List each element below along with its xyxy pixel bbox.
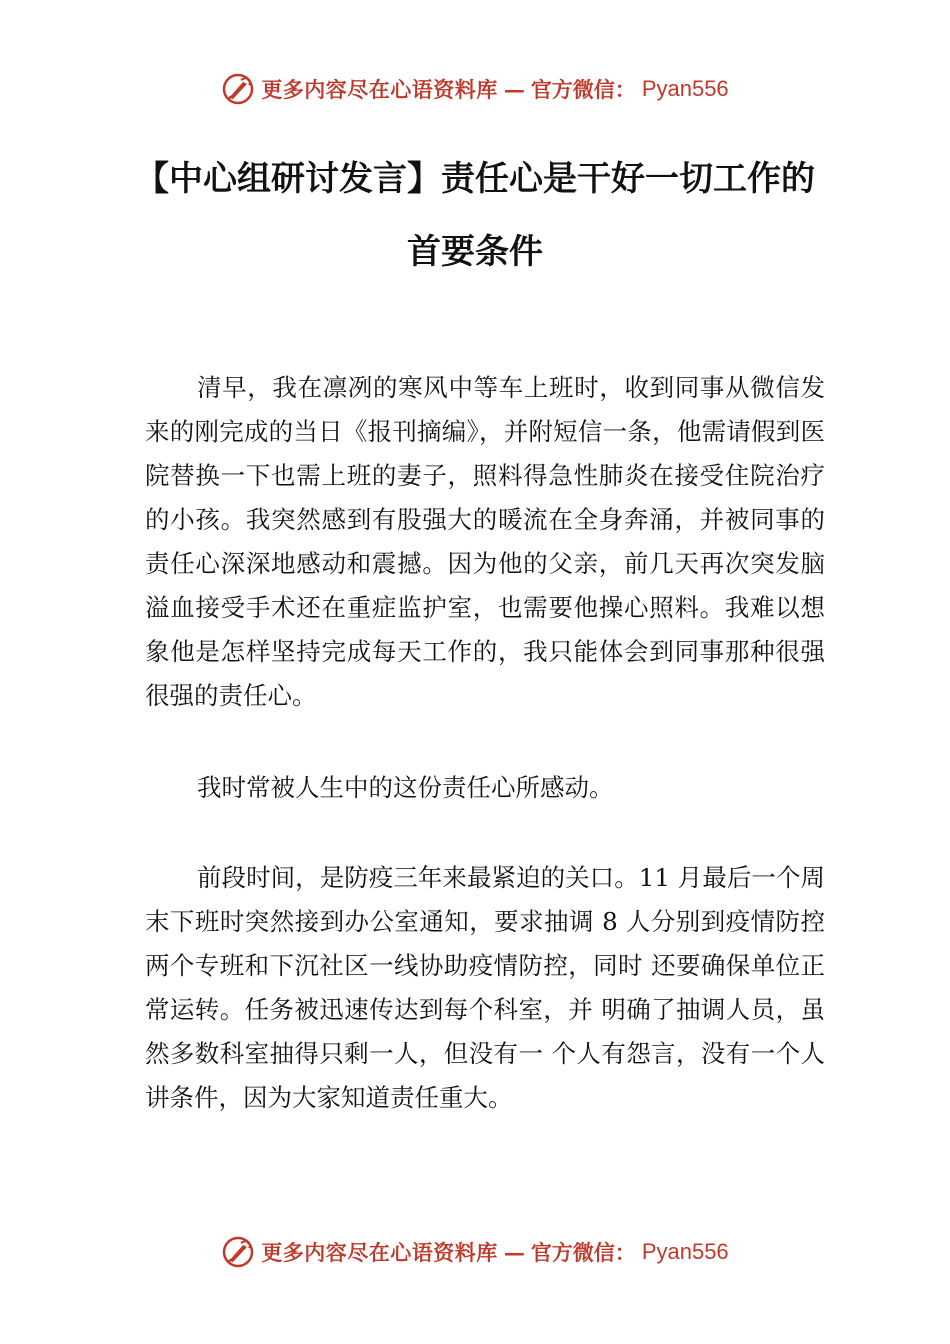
document-title: 【中心组研讨发言】责任心是干好一切工作的首要条件: [135, 159, 815, 272]
paragraph-2: 我时常被人生中的这份责任心所感动。: [197, 773, 614, 802]
banner-wechat-label: 官方微信：: [530, 77, 636, 102]
footer-banner-text: 更多内容尽在心语资料库: [261, 1240, 498, 1265]
paragraph-1: 清早，我在凛冽的寒风中等车上班时，收到同事从微信发来的刚完成的当日《报刊摘编》，并附短信一条，他需请假到医院替换一下也需上班的妻子，照料得急性肺炎在接受住院治疗的小孩。我突然感到有股强大的暖流在全身奔涌，并被同事的责任心深深地感动和震撼。因为他的父亲，前几天再次突发脑溢血接受手术还在重症监护室，也需要他操心照料。我难以想象他是怎样坚持完成每天工作的，我只能体会到同事那种很强很强的责任心。: [145, 373, 825, 710]
quill-pen-logo-icon: [221, 1235, 255, 1269]
banner-wechat-id: Pyan556: [641, 76, 729, 101]
banner-separator: —: [503, 76, 525, 102]
footer-banner-wechat-id: Pyan556: [641, 1239, 729, 1264]
banner-text: 更多内容尽在心语资料库: [261, 77, 498, 102]
quill-pen-logo-icon: [221, 72, 255, 106]
header-banner: [0, 72, 950, 106]
footer-banner: [0, 1235, 950, 1269]
paragraph-3: 前段时间，是防疫三年来最紧迫的关口。11 月最后一个周末下班时突然接到办公室通知，要求抽调 8 人分别到疫情防控两个专班和下沉社区一线协助疫情防控，同时 还要确保单位正常运转。任务被迅速传达到每个科室，并 明确了抽调人员，虽然多数科室抽得只剩一人，但没有一 个人有怨言，没有一个人讲条件，因为大家知道责任重大。: [145, 863, 825, 1112]
footer-banner-wechat-label: 官方微信：: [530, 1240, 636, 1265]
footer-banner-separator: —: [503, 1239, 525, 1265]
